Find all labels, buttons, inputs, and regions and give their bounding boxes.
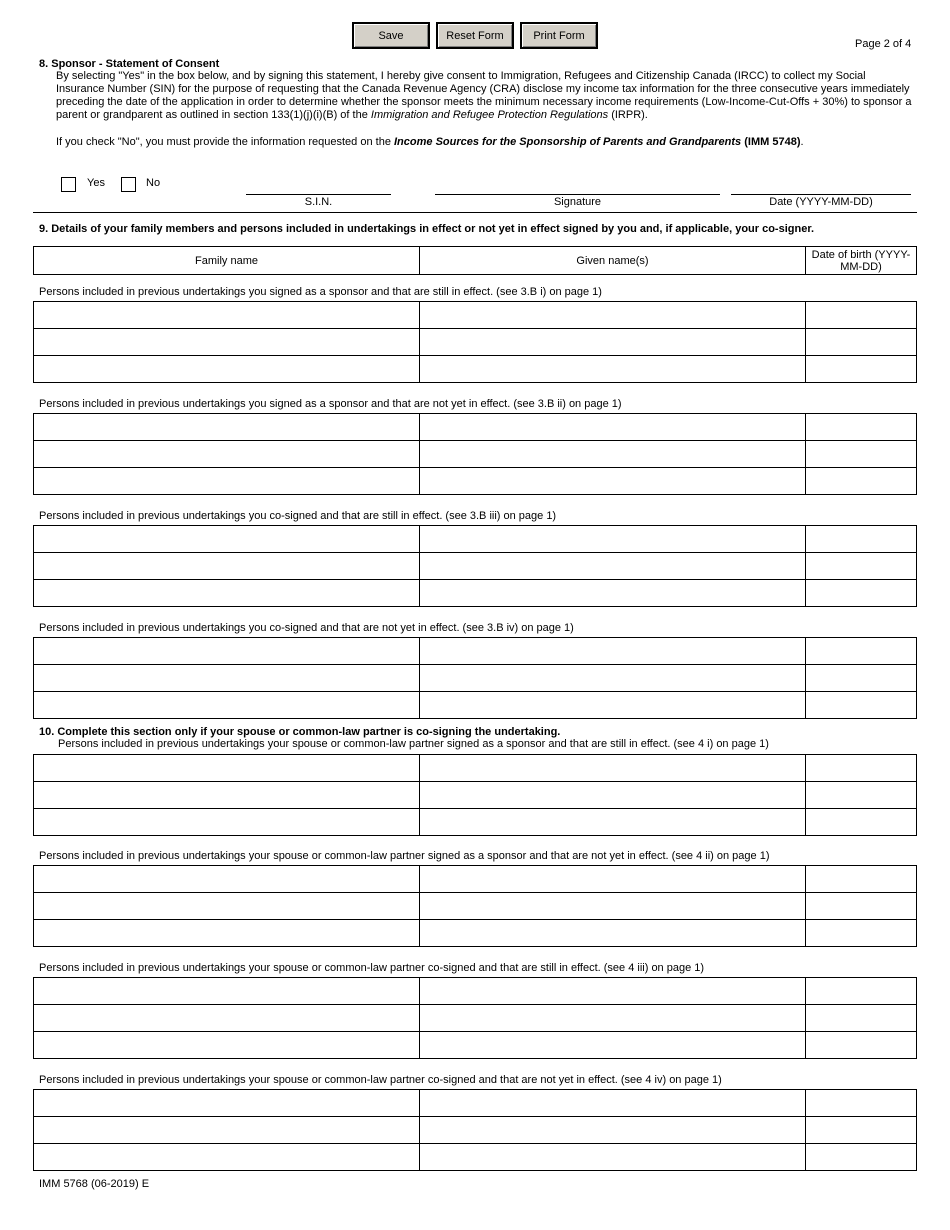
table-caption: Persons included in previous undertakings your spouse or common-law partner co-signed and that are not yet in effect. (see 4 iv) on page 1): [39, 1074, 722, 1086]
table-row: [34, 665, 917, 692]
table-caption: Persons included in previous undertakings you co-signed and that are not yet in effect. (see 3.B iv) on page 1): [39, 622, 574, 634]
table-row: [34, 809, 917, 836]
table-caption: Persons included in previous undertakings you co-signed and that are still in effect. (see 3.B iii) on page 1): [39, 510, 557, 522]
section-divider: [33, 212, 917, 213]
cosigned-not-in-effect-table: [33, 637, 917, 719]
table-caption: Persons included in previous undertakings your spouse or common-law partner co-signed and that are still in effect. (see 4 iii) on page 1): [39, 962, 705, 974]
table-row: [34, 1005, 917, 1032]
save-button[interactable]: Save: [352, 22, 430, 49]
table-row: [34, 468, 917, 495]
section-8-no-instruction: If you check "No", you must provide the information requested on the Income Sources for the Sponsorship of Parents and Grandparents (IMM 5748).: [56, 136, 804, 148]
table-row: [34, 356, 917, 383]
section-9-title: 9. Details of your family members and persons included in undertakings in effect or not yet in effect signed by you and, if applicable, your co-signer.: [39, 223, 815, 235]
consent-no-checkbox[interactable]: [121, 177, 136, 192]
print-form-button[interactable]: Print Form: [520, 22, 598, 49]
date-field[interactable]: [731, 194, 911, 195]
table-row: [34, 782, 917, 809]
sponsor-in-effect-table: [33, 301, 917, 383]
table-row: [34, 893, 917, 920]
reset-form-button[interactable]: Reset Form: [436, 22, 514, 49]
table-caption: Persons included in previous undertakings you signed as a sponsor and that are not yet in effect. (see 3.B ii) on page 1): [39, 398, 622, 410]
table-row: [34, 441, 917, 468]
table-row: [34, 1144, 917, 1171]
page-number: Page 2 of 4: [855, 38, 912, 50]
consent-yes-label: Yes: [87, 177, 105, 189]
table-row: [34, 1032, 917, 1059]
spouse-sponsor-not-in-effect-table: [33, 865, 917, 947]
consent-yes-checkbox[interactable]: [61, 177, 76, 192]
spouse-sponsor-in-effect-table: [33, 754, 917, 836]
table-row: [34, 638, 917, 665]
column-header-table: [33, 246, 917, 275]
spouse-cosigned-in-effect-table: [33, 977, 917, 1059]
table-row: [34, 526, 917, 553]
table-row: [34, 978, 917, 1005]
table-row: [34, 866, 917, 893]
table-caption: Persons included in previous undertakings you signed as a sponsor and that are still in effect. (see 3.B i) on page 1): [39, 286, 602, 298]
consent-no-label: No: [146, 177, 161, 189]
table-row: [34, 553, 917, 580]
section-8-consent-text: By selecting "Yes" in the box below, and by signing this statement, I hereby give consent to Immigration, Refugees and Citizenship Canada (IRCC) to collect my Social Insurance Number (SIN) for the purpose of requesting that the Canada Revenue Agency (CRA) disclose my income tax information for the three consecutive years immediately preceding the date of the application in order to determine whether the sponsor meets the minimum necessary income requirements (Low-Income-Cut-Offs + 30%) to sponsor a parent or grandparent as outlined in section 133(1)(j)(i)(B) of the Immigration and Refugee Protection Regulations (IRPR).: [56, 70, 912, 121]
cosigned-in-effect-table: [33, 525, 917, 607]
table-row: [34, 414, 917, 441]
sin-field[interactable]: [246, 194, 391, 195]
date-of-birth-header: Date of birth (YYYY-MM-DD): [806, 247, 917, 275]
table-row: [34, 755, 917, 782]
date-label: Date (YYYY-MM-DD): [769, 196, 873, 208]
section-10-title: 10. Complete this section only if your spouse or common-law partner is co-signing the undertaking.: [39, 726, 561, 738]
table-row: [34, 1090, 917, 1117]
signature-field[interactable]: [435, 194, 720, 195]
table-row: [34, 580, 917, 607]
table-caption: Persons included in previous undertakings your spouse or common-law partner signed as a sponsor and that are not yet in effect. (see 4 ii) on page 1): [39, 850, 770, 862]
table-row: [34, 1117, 917, 1144]
signature-label: Signature: [553, 196, 602, 208]
table-caption: Persons included in previous undertakings your spouse or common-law partner signed as a sponsor and that are still in effect. (see 4 i) on page 1): [58, 738, 769, 750]
form-code-footer: IMM 5768 (06-2019) E: [39, 1178, 150, 1190]
table-row: [34, 920, 917, 947]
spouse-cosigned-not-in-effect-table: [33, 1089, 917, 1171]
given-names-header: Given name(s): [420, 247, 806, 275]
section-8-title: 8. Sponsor - Statement of Consent: [39, 58, 220, 70]
sin-label: S.I.N.: [304, 196, 333, 208]
family-name-header: Family name: [34, 247, 420, 275]
sponsor-not-in-effect-table: [33, 413, 917, 495]
table-row: [34, 302, 917, 329]
table-row: [34, 329, 917, 356]
table-row: [34, 692, 917, 719]
